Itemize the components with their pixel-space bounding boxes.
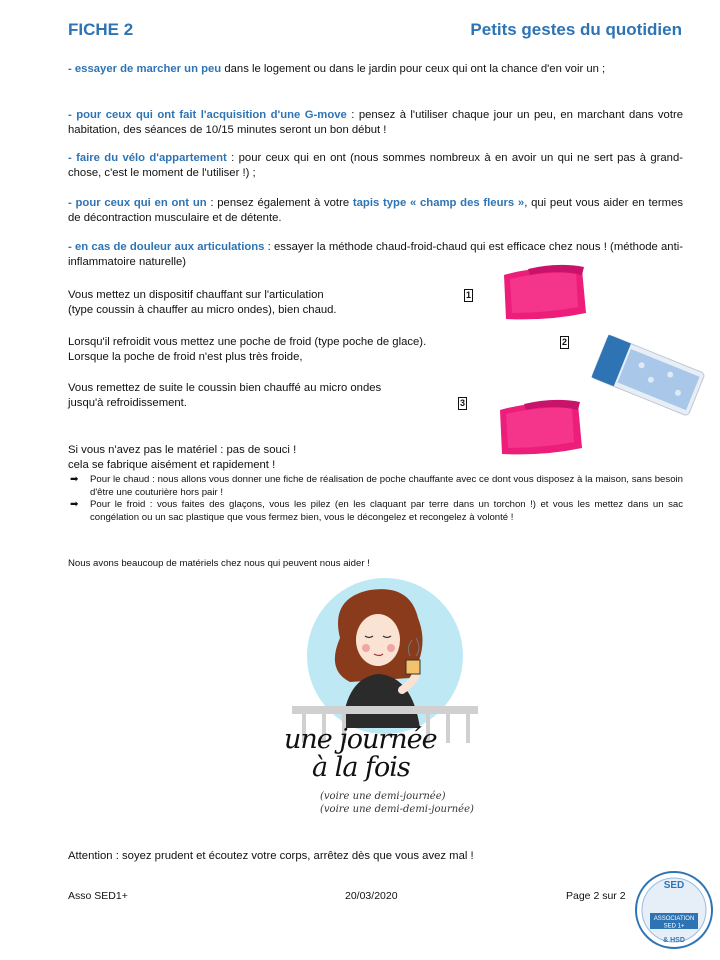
tip-gmove-highlight: - pour ceux qui ont fait l'acquisition d'une G-move bbox=[68, 109, 347, 121]
fiche-number: FICHE 2 bbox=[68, 20, 134, 39]
step3-number: 3 bbox=[459, 398, 465, 408]
page-title: Petits gestes du quotidien bbox=[470, 20, 682, 39]
tip-bike bbox=[68, 151, 683, 181]
step2-line2: Lorsque la poche de froid n'est plus très froide, bbox=[68, 351, 303, 363]
material-line2: cela se fabrique aisément et rapidement ! bbox=[68, 459, 276, 471]
tip-walk-text: dans le logement ou dans le jardin pour ceux qui ont la chance d'en voir un ; bbox=[221, 63, 606, 75]
tip-joints bbox=[68, 240, 683, 270]
step3-line2: jusqu'à refroidissement. bbox=[68, 397, 187, 409]
tip-mat-text2: , qui peut vous aider en termes de décontraction musculaire et de détente. bbox=[68, 197, 683, 224]
tip-bike-highlight: - faire du vélo d'appartement bbox=[68, 152, 227, 164]
step3-line1: Vous remettez de suite le coussin bien chauffé au micro ondes bbox=[68, 382, 382, 394]
tip-mat-highlight: - pour ceux qui en ont un bbox=[68, 197, 207, 209]
step1-number: 1 bbox=[465, 290, 471, 300]
illustration-subtitle bbox=[320, 790, 474, 816]
tip-walk bbox=[68, 62, 683, 77]
tip-mat-text: : pensez également à votre bbox=[206, 197, 353, 209]
heating-pad-image-2 bbox=[494, 398, 586, 460]
tip-mat-highlight2: tapis type « champ des fleurs » bbox=[352, 197, 525, 209]
footer-page: Page 2 sur 2 bbox=[566, 890, 626, 902]
tip-joints-highlight: - en cas de douleur aux articulations bbox=[68, 241, 265, 253]
logo-top-text: SED bbox=[663, 880, 685, 891]
ice-pack-image bbox=[588, 330, 706, 422]
logo-middle-text: ASSOCIATION bbox=[653, 916, 695, 922]
bullet-cold bbox=[70, 499, 683, 524]
illustration-title-line1: une journée bbox=[284, 724, 437, 755]
tip-joints-text: : essayer la méthode chaud-froid-chaud qui est efficace chez nous ! (méthode anti-inflammatoire naturelle) bbox=[68, 241, 683, 268]
tip-walk-highlight: - essayer de marcher un peu bbox=[68, 63, 222, 75]
arrow-right-icon: ➡ bbox=[70, 499, 79, 510]
tip-bike-text: : pour ceux qui en ont (nous sommes nombreux à en avoir un qui ne sert pas à grand-chose, c'est le moment de l'utiliser !) ; bbox=[68, 152, 683, 179]
step1-line2: (type coussin à chauffer au micro ondes), bien chaud. bbox=[68, 304, 337, 316]
step2-number: 2 bbox=[561, 337, 567, 347]
footer-date: 20/03/2020 bbox=[345, 890, 398, 902]
step2-line1: Lorsqu'il refroidit vous mettez une poche de froid (type poche de glace). bbox=[68, 336, 427, 348]
association-logo bbox=[634, 869, 714, 951]
illustration-title-line2: à la fois bbox=[312, 752, 410, 783]
bullet-hot-text: Pour le chaud : nous allons vous donner une fiche de réalisation de poche chauffante avec ce dont vous disposez à la maison, sans besoin d'être une couturière hors pair ! bbox=[90, 474, 683, 498]
arrow-right-icon: ➡ bbox=[70, 474, 79, 485]
tip-gmove-text: : pensez à l'utiliser chaque jour un peu, en marchant dans votre habitation, des séances de 10/15 minutes seront un bon début ! bbox=[68, 109, 683, 136]
closing-line: Nous avons beaucoup de matériels chez nous qui peuvent nous aider ! bbox=[68, 558, 370, 569]
attention-line: Attention : soyez prudent et écoutez votre corps, arrêtez dès que vous avez mal ! bbox=[68, 850, 474, 862]
bullet-hot bbox=[70, 474, 683, 499]
step1-line1: Vous mettez un dispositif chauffant sur l'articulation bbox=[68, 289, 324, 301]
tip-mat bbox=[68, 196, 683, 226]
tip-gmove bbox=[68, 108, 683, 138]
footer-association: Asso SED1+ bbox=[68, 890, 128, 902]
illustration-title bbox=[284, 726, 437, 782]
logo-bottom-text: SED 1+ bbox=[663, 923, 685, 930]
bullet-cold-text: Pour le froid : vous faites des glaçons, vous les pilez (en les claquant par terre dans un torchon !) et vous les mettez dans un sac congélation ou un sac plastique que vous fermez bien, vous le décongelez et recongelez à volonté ! bbox=[90, 499, 683, 523]
logo-base-text: & HSD bbox=[663, 937, 685, 944]
material-line1: Si vous n'avez pas le matériel : pas de souci ! bbox=[68, 444, 297, 456]
illustration-sub1: (voire une demi-journée) bbox=[320, 791, 446, 802]
woman-with-tea-illustration bbox=[270, 578, 500, 743]
illustration-sub2: (voire une demi-demi-journée) bbox=[320, 804, 474, 815]
heating-pad-image bbox=[498, 263, 590, 325]
